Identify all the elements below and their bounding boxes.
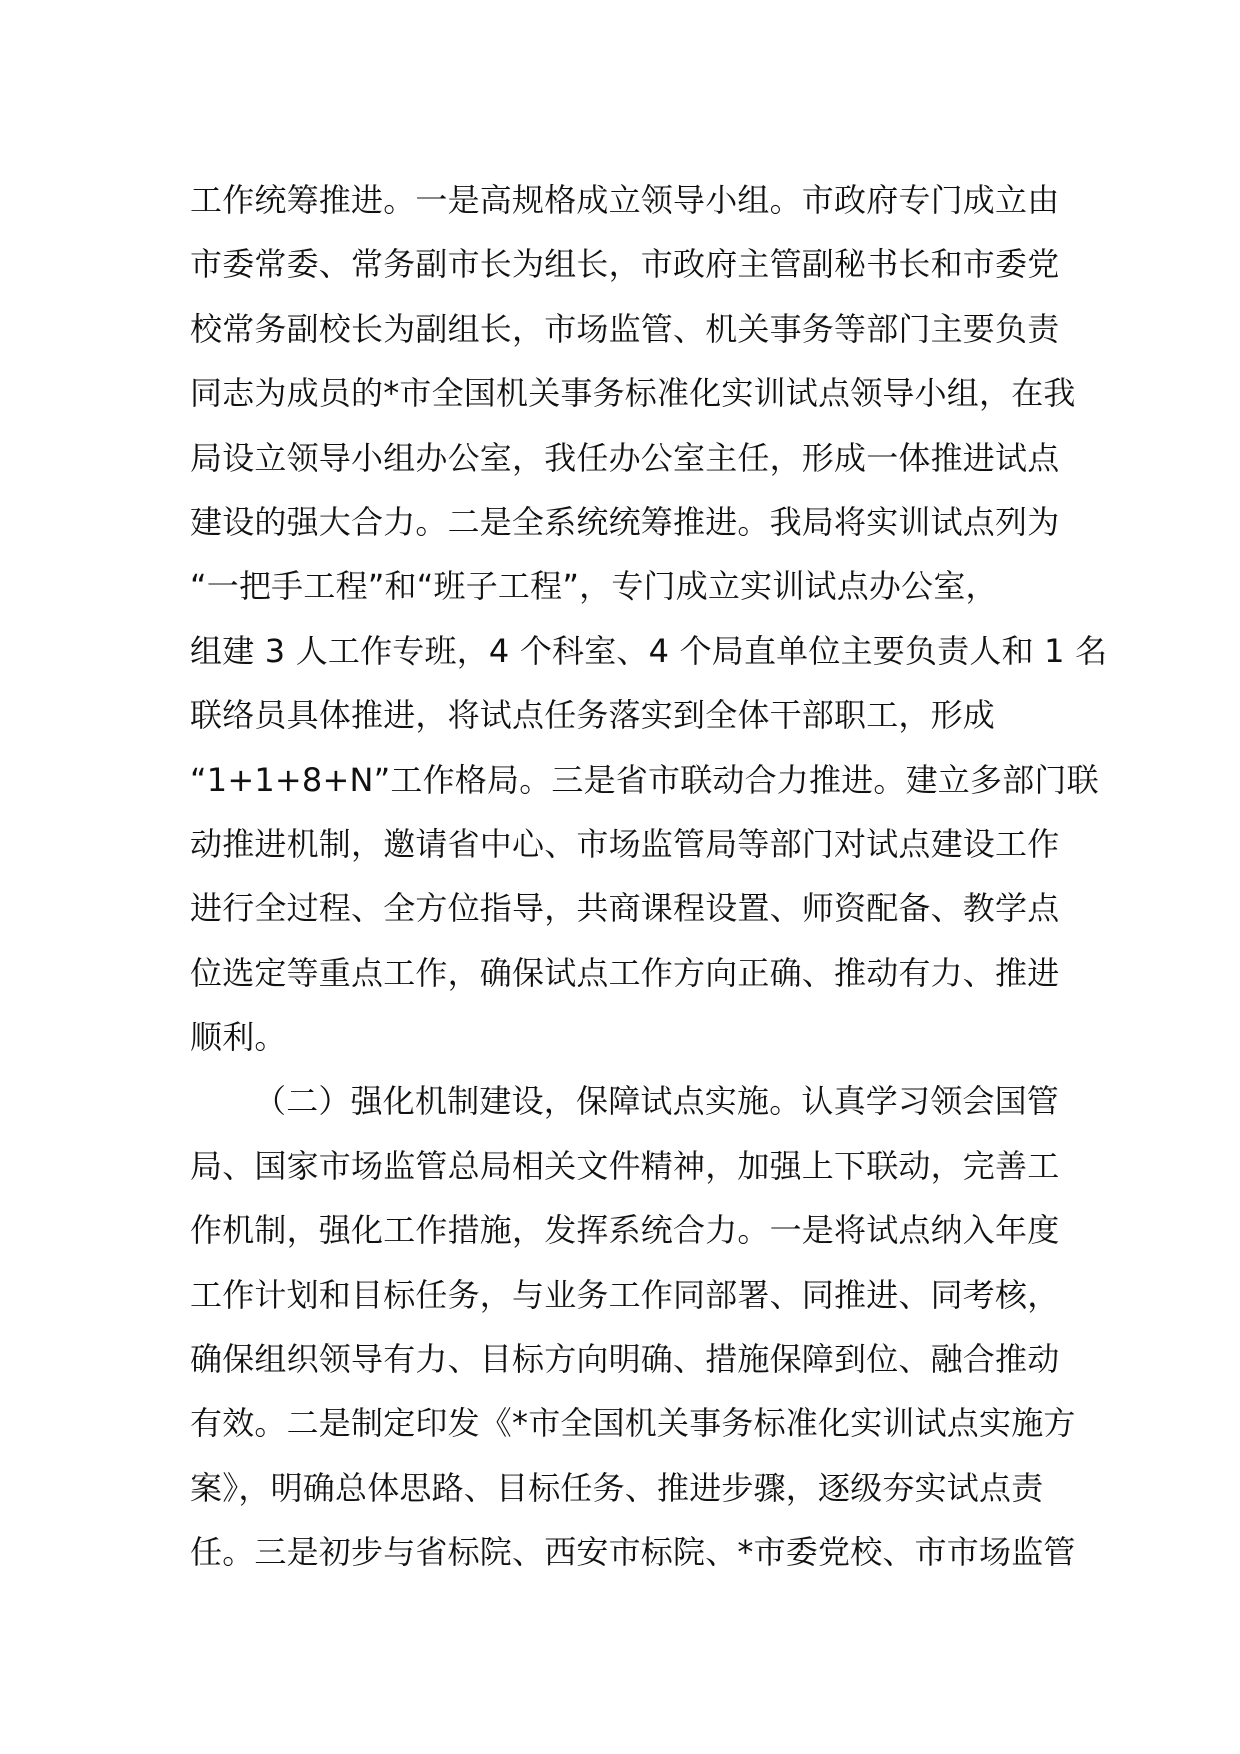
section-heading-line: （二）强化机制建设，保障试点实施。认真学习领会国管: [254, 1082, 1060, 1121]
body-text: [190, 168, 1108, 1585]
text-line: 任。三是初步与省标院、西安市标院、*市委党校、市市场监管: [190, 1533, 1076, 1572]
text-line: 进行全过程、全方位指导，共商课程设置、师资配备、教学点: [190, 889, 1060, 928]
text-line: 工作统筹推进。一是高规格成立领导小组。市政府专门成立由: [190, 181, 1060, 219]
text-line: 顺利。: [190, 1018, 287, 1057]
text-line: 作机制，强化工作措施，发挥系统合力。一是将试点纳入年度: [190, 1211, 1060, 1250]
text-line: 同志为成员的*市全国机关事务标准化实训试点领导小组，在我: [190, 374, 1076, 413]
text-line: 建设的强大合力。二是全系统统筹推进。我局将实训试点列为: [190, 502, 1060, 541]
text-line: 市委常委、常务副市长为组长，市政府主管副秘书长和市委党: [190, 245, 1060, 284]
text-line: 校常务副校长为副组长，市场监管、机关事务等部门主要负责: [190, 309, 1060, 348]
text-line: 工作计划和目标任务，与业务工作同部署、同推进、同考核，: [190, 1275, 1060, 1314]
text-line: 联络员具体推进，将试点任务落实到全体干部职工，形成: [190, 696, 996, 735]
text-line: 位选定等重点工作，确保试点工作方向正确、推动有力、推进: [190, 953, 1060, 992]
text-line: 动推进机制，邀请省中心、市场监管局等部门对试点建设工作: [190, 824, 1060, 863]
text-line: 局设立领导小组办公室，我任办公室主任，形成一体推进试点: [190, 438, 1060, 477]
text-line: 案》，明确总体思路、目标任务、推进步骤，逐级夯实试点责: [190, 1468, 1044, 1507]
text-line: “一把手工程”和“班子工程”，专门成立实训试点办公室，: [190, 567, 998, 606]
text-line: 组建 3 人工作专班，4 个科室、4 个局直单位主要负责人和 1 名: [190, 631, 1108, 670]
text-line: 局、国家市场监管总局相关文件精神，加强上下联动，完善工: [190, 1146, 1060, 1185]
text-line: 有效。二是制定印发《*市全国机关事务标准化实训试点实施方: [190, 1404, 1076, 1443]
text-line: “1+1+8+N”工作格局。三是省市联动合力推进。建立多部门联: [190, 760, 1099, 799]
text-line: 确保组织领导有力、目标方向明确、措施保障到位、融合推动: [190, 1340, 1060, 1379]
